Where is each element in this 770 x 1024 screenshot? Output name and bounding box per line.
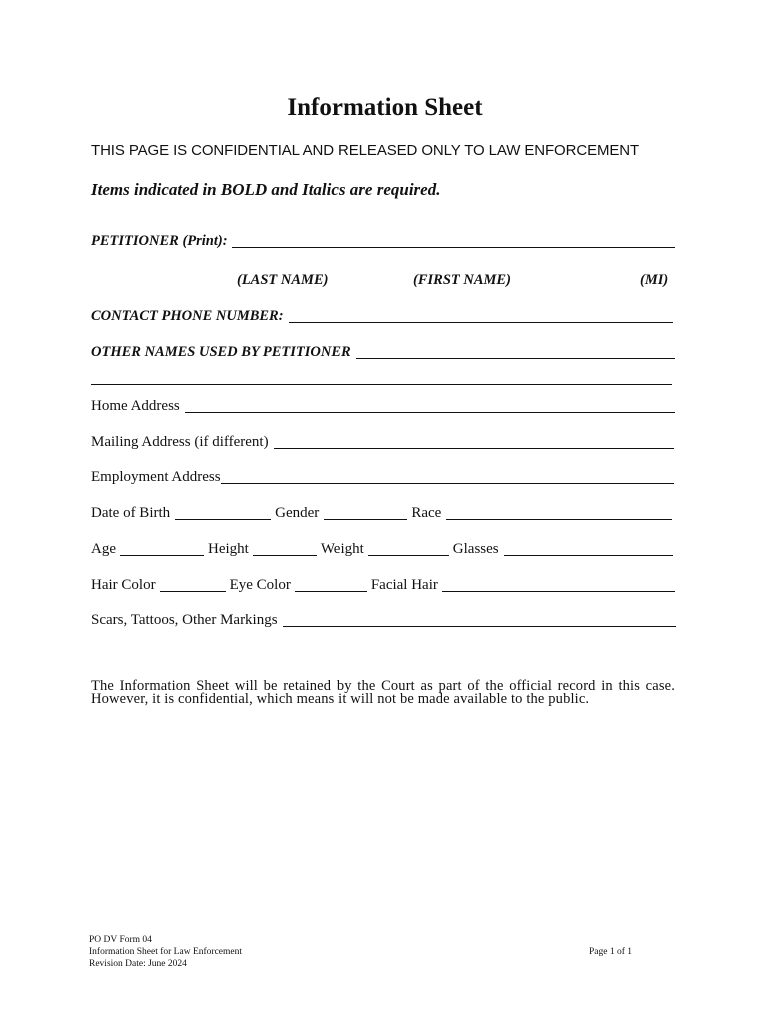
retention-notice: The Information Sheet will be retained by the Court as part of the official record in this case. However, it is confidential, which means it will not be made available to the public. [91,678,675,707]
glasses-label: Glasses [452,541,499,557]
age-label: Age [91,541,116,557]
hair-color-field[interactable] [160,575,226,592]
petitioner-name-field[interactable] [232,231,675,248]
eye-color-label: Eye Color [229,577,291,593]
date-of-birth-field[interactable] [175,503,271,520]
first-name-caption: (FIRST NAME) [413,272,511,288]
mailing-address-field[interactable] [274,432,674,449]
contact-phone-row [91,303,673,325]
glasses-field[interactable] [504,539,673,556]
home-address-label: Home Address [91,398,180,414]
date-of-birth-label: Date of Birth [91,505,171,521]
footer-page-number: Page 1 of 1 [589,947,633,957]
scars-row [91,607,676,629]
other-names-field-2[interactable] [91,368,672,385]
footer-form-id: PO DV Form 04 [89,935,152,945]
other-names-field[interactable] [356,342,675,359]
dob-gender-race-row [91,500,672,522]
facial-hair-label: Facial Hair [370,577,438,593]
gender-label: Gender [275,505,320,521]
contact-phone-label: CONTACT PHONE NUMBER: [91,308,284,324]
weight-field[interactable] [368,539,449,556]
last-name-caption: (LAST NAME) [237,272,329,288]
eye-color-field[interactable] [295,575,367,592]
home-address-row [91,393,675,415]
footer-block [89,934,242,970]
scars-label: Scars, Tattoos, Other Markings [91,612,278,628]
footer-form-name: Information Sheet for Law Enforcement [89,947,242,957]
employment-address-row [91,464,674,486]
age-height-weight-row [91,536,673,558]
race-label: Race [411,505,442,521]
employment-address-label: Employment Address [91,469,221,485]
mailing-address-label: Mailing Address (if different) [91,434,269,450]
petitioner-row [91,228,675,250]
height-field[interactable] [253,539,317,556]
footer-revision: Revision Date: June 2024 [89,959,187,969]
gender-field[interactable] [324,503,407,520]
page-title: Information Sheet [287,94,483,121]
petitioner-label: PETITIONER (Print): [91,233,228,249]
height-label: Height [208,541,249,557]
contact-phone-field[interactable] [289,306,673,323]
required-note: Items indicated in BOLD and Italics are required. [91,180,441,199]
confidential-notice: THIS PAGE IS CONFIDENTIAL AND RELEASED ONLY TO LAW ENFORCEMENT [91,142,640,159]
scars-field[interactable] [283,610,676,627]
race-field[interactable] [446,503,672,520]
employment-address-field[interactable] [221,467,674,484]
hair-eye-facial-row [91,572,675,594]
facial-hair-field[interactable] [442,575,675,592]
home-address-field[interactable] [185,396,675,413]
other-names-row [91,339,675,361]
other-names-row-2 [91,365,672,387]
weight-label: Weight [320,541,364,557]
age-field[interactable] [120,539,204,556]
mailing-address-row [91,429,674,451]
hair-color-label: Hair Color [91,577,156,593]
other-names-label: OTHER NAMES USED BY PETITIONER [91,344,351,360]
mi-caption: (MI) [640,272,669,288]
